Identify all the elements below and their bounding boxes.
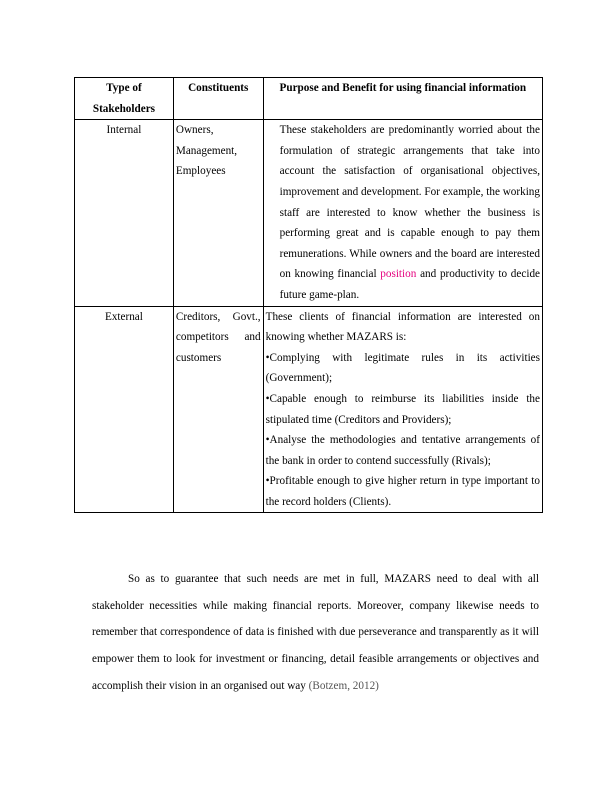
citation: (Botzem, 2012): [308, 679, 379, 692]
bullet-item: •Capable enough to reimburse its liabilities inside the stipulated time (Creditors and Providers);: [265, 392, 540, 426]
constituent-item: Owners,: [175, 124, 214, 137]
bullet-item: •Analyse the methodologies and tentative arrangements of the bank in order to contend successfully (Rivals);: [265, 434, 540, 467]
paragraph-text: So as to guarantee that such needs are met in full, MAZARS need to deal with all stakeholder necessities while making financial reports. Moreover, company likewise needs to remember that correspondence of data is finished with due perseverance and transparently as it will empower them to look for investment or financing, detail feasible arrangements or objectives and accomplish their vision in an organised out way: [92, 573, 539, 692]
purpose-cell: [263, 306, 542, 513]
body-paragraph: [92, 566, 539, 699]
header-constituents: Constituents: [173, 78, 263, 120]
header-type: Type of Stakeholders: [75, 78, 174, 120]
constituent-item: Employees: [175, 165, 226, 178]
table-row-internal: [75, 120, 543, 306]
purpose-cell: [263, 120, 542, 306]
header-purpose: Purpose and Benefit for using financial information: [263, 78, 542, 120]
purpose-text: These stakeholders are predominantly worried about the formulation of strategic arrangements that take into account the satisfaction of organisational objectives, improvement and development. For example, the working staff are interested to know whether the business is performing great and is capable enough to pay them remunerations. While owners and the board are interested on knowing financial: [279, 124, 540, 281]
purpose-intro: These clients of financial information are interested on knowing whether MAZARS is:: [265, 310, 540, 344]
highlighted-word: position: [380, 268, 417, 281]
bullet-item: •Complying with legitimate rules in its activities (Government);: [265, 351, 540, 385]
constituents-cell: [173, 120, 263, 306]
stakeholders-table: [74, 77, 543, 513]
bullet-item: •Profitable enough to give higher return in type important to the record holders (Clients).: [265, 475, 540, 508]
constituents-cell: Creditors, Govt., competitors and customers: [173, 306, 263, 513]
table-header-row: [75, 78, 543, 120]
purpose-text-end: and productivity to decide future game-plan.: [279, 268, 540, 301]
type-cell: Internal: [75, 120, 174, 306]
table-row-external: [75, 306, 543, 513]
constituent-item: Management,: [175, 144, 238, 157]
type-cell: External: [75, 306, 174, 513]
